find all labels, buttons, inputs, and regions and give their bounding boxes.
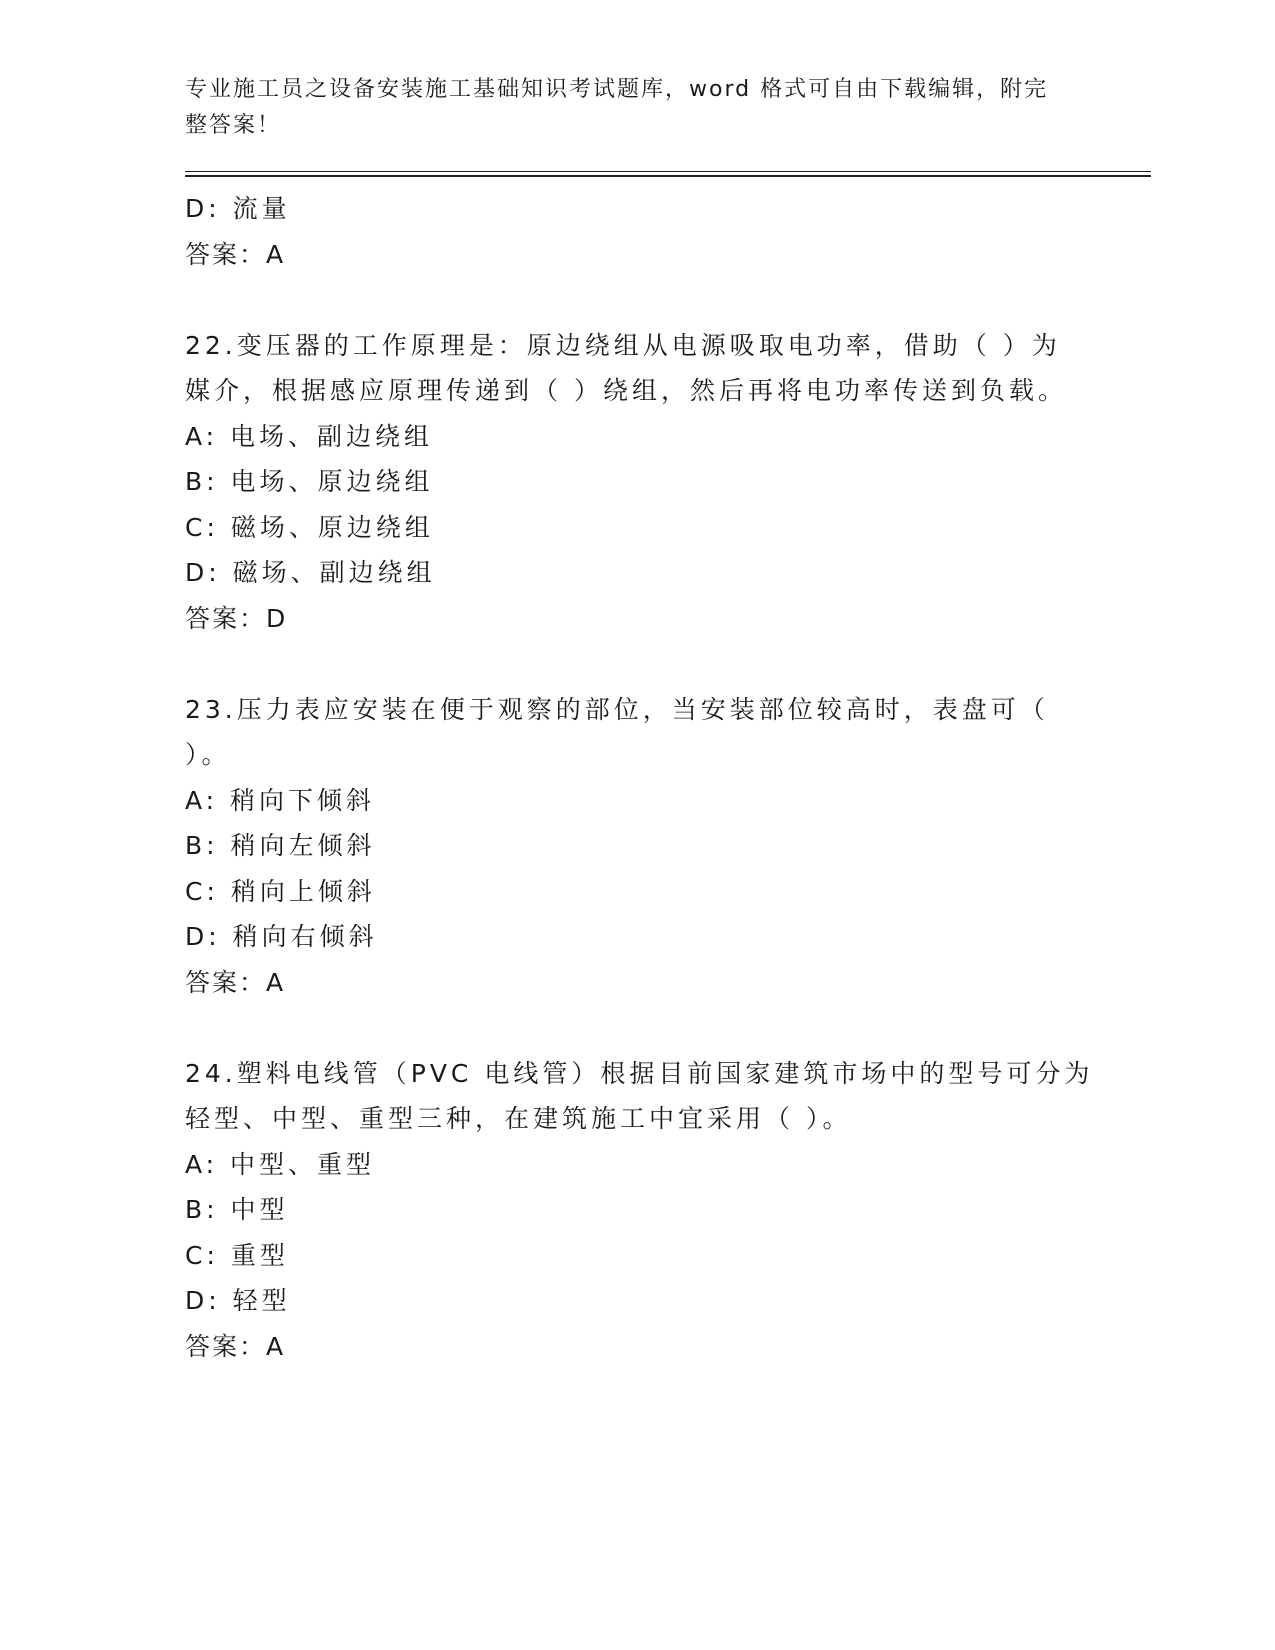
option-d: D: 轻型 — [185, 1286, 291, 1315]
question-23 — [185, 687, 1085, 1006]
option-a: A: 中型、重型 — [185, 1149, 376, 1179]
question-text-line: 23.压力表应安装在便于观察的部位，当安装部位较高时，表盘可（ — [185, 694, 1049, 724]
question-text-line: 22.变压器的工作原理是：原边绕组从电源吸取电功率，借助（ ）为 — [185, 330, 1061, 360]
option-c: C: 磁场、原边绕组 — [185, 512, 434, 542]
option-b: B: 中型 — [185, 1195, 289, 1224]
header-rule-bottom — [185, 175, 1151, 177]
spacer — [185, 641, 1085, 687]
option-d: D: 稍向右倾斜 — [185, 922, 378, 951]
question-text-line: 媒介，根据感应原理传递到（ ）绕组，然后再将电功率传送到负载。 — [185, 376, 1067, 405]
option-c: C: 重型 — [185, 1240, 289, 1270]
spacer — [185, 1005, 1085, 1051]
answer: 答案：A — [185, 1331, 286, 1361]
option-b: B: 电场、原边绕组 — [185, 467, 434, 496]
prev-option-d: D: 流量 — [185, 194, 291, 223]
option-d: D: 磁场、副边绕组 — [185, 558, 436, 587]
question-text-line: ）。 — [185, 740, 231, 769]
option-c: C: 稍向上倾斜 — [185, 876, 376, 906]
question-content — [185, 186, 1094, 1369]
answer: 答案：A — [185, 967, 286, 997]
document-header: 专业施工员之设备安装施工基础知识考试题库，word 格式可自由下载编辑，附完整答案！ — [185, 77, 1049, 138]
option-a: A: 稍向下倾斜 — [185, 785, 376, 815]
question-text-line: 24.塑料电线管（PVC 电线管）根据目前国家建筑市场中的型号可分为 — [185, 1058, 1094, 1088]
option-b: B: 稍向左倾斜 — [185, 831, 376, 860]
question-text-line: 轻型、中型、重型三种，在建筑施工中宜采用（ ）。 — [185, 1104, 852, 1133]
question-22 — [185, 323, 1085, 642]
question-24 — [185, 1051, 1094, 1370]
spacer — [185, 277, 1085, 323]
prev-answer: 答案：A — [185, 239, 286, 269]
option-a: A: 电场、副边绕组 — [185, 421, 434, 451]
header-rule-top — [185, 171, 1151, 172]
answer: 答案：D — [185, 603, 288, 633]
